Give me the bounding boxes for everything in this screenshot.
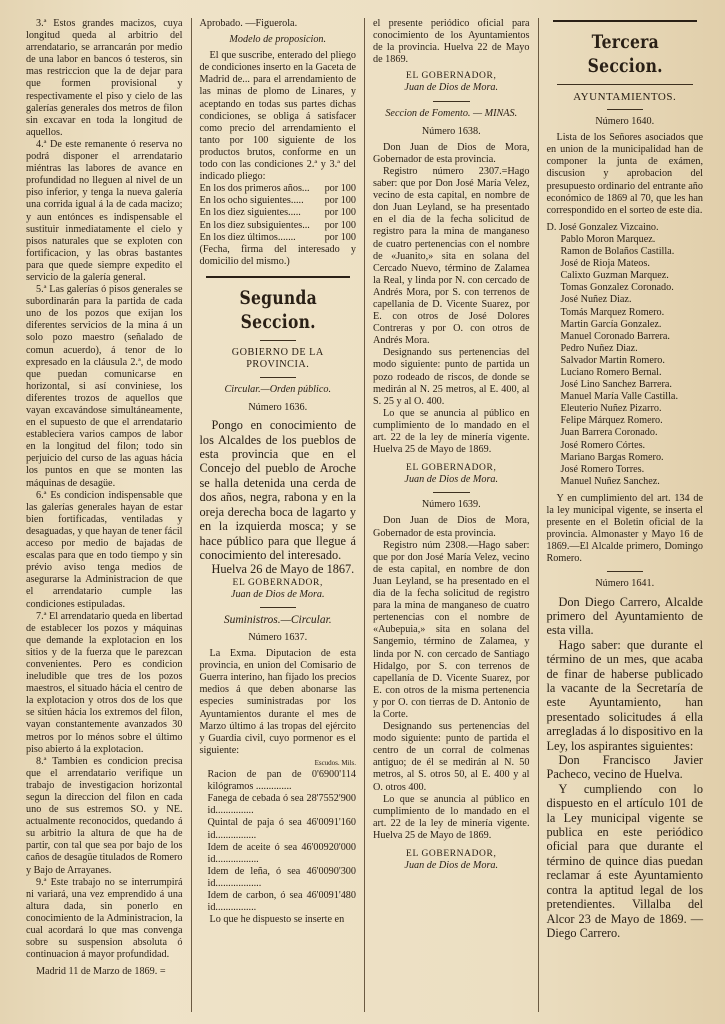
list-item: Manuel Coronado Barrera. [560,330,670,342]
list-item: Eleuterio Nuñez Pizarro. [560,403,662,415]
rate-row: En los diez siguientes..... por 100 [199,207,356,219]
registro-2307: Registro número 2307.=Hago saber: que por Don José María Velez, vecino de esta capital, en nombre de don Juan Leyland, se ha presentado en el dia de la fecha solicitud de registro para la mina de manganeso de cuatro pertenencias con el nombre de «Juanito,» sita en solana del Cercado Nuevo, término de Zalamea la Real, y linda por N. con cercado de Andrés Mora, por S. con terrenos de capellania de D. Vicente Suarez, por E. con otros de José Dolores Contreras y por O. con otros de Andrés Mora. [373,165,530,347]
governor-title: EL GOBERNADOR, [406,463,497,474]
list-item: Ramon de Bolaños Castilla. [560,246,675,258]
proposal-closing: (Fecha, firma del interesado y domicilio del mismo.) [199,243,356,267]
ayuntamientos-heading: AYUNTAMIENTOS. [573,91,677,103]
column-3 [364,18,538,1012]
clause-6: 6.ª Es condicion indispensable que las galerías generales hayan de estar bien fortificadas, ventiladas y desaguadas, y que hayan de tener fácil acceso por medio de bajadas de escalas para que en todo tiempo y sin prévio aviso tenga medios de asegurarse la Administracion de que el arrendatario cumple las condiciones estipuladas. [26,489,183,610]
circular-date: Huelva 26 de Mayo de 1867. [211,562,355,577]
list-item: Pablo Moron Marquez. [560,233,656,245]
list-item: Calixto Guzman Marquez. [560,270,669,282]
column-2 [191,18,365,1012]
governor-name: Juan de Dios de Mora. [404,82,499,94]
list-closing: Y en cumplimiento del art. 134 de la ley municipal vigente, se inserta el presente en el Boletin oficial de la provincia. Almonaster y Mayo 16 de 1869.—El Alcalde primero, Domingo Romero. [546,492,703,565]
list-intro: Lista de los Señores asociados que en union de la municipalidad han de componer la junta de exámen, discusion y aprobacion del presupuesto ordinario del entrante año económico de 1869 al 70, que les han correspondido en el sorteo de este dia. [546,132,703,216]
model-title: Modelo de proposicion. [229,34,327,46]
rate-row: En los diez últimos....... por 100 [199,231,356,243]
notice-number-1637: Número 1637. [248,632,308,643]
approved-line: Aprobado. —Figuerola. [199,18,298,29]
price-row: Idem de carbon, ó sea 46'009 id................ 1'480 [207,889,356,914]
associates-list [547,222,704,488]
anuncio-2308: Lo que se anuncia al público en cumplimiento de lo mandado en el art. 22 de la ley de minería vigente. Huelva 25 de Mayo de 1869. [373,793,530,841]
list-item: Martin García Gonzalez. [560,318,662,330]
clause-4: 4.ª De este remanente ó reserva no podrá disponer el arrendatario miéntras las labores de avance en profundidad no lleguen al nivel de un piso inferior, y tenga la nueva galería una corrida igual á la de cada macizo; y aun entónces es indispensable el sustituir inmediatamente el cielo y pisos naturales que se exploten con fortificacion, y las obras bastantes para que quede siempre expedito el servicio de la galería general. [26,138,183,283]
list-item: D. José Gonzalez Vizcaino. [546,221,659,233]
suministros-end: Lo que he dispuesto se inserte en [209,914,345,926]
list-item: Manuel Nuñez Sanchez. [560,475,660,487]
section-divider [206,276,351,278]
list-item: Luciano Romero Bernal. [560,366,662,378]
carrero-body-3: Y cumpliendo con lo dispuesto en el artículo 101 de la Ley municipal vigente se publica en este periódico oficial para que durante el término de quince dias puedan reclamar á este Ayuntamiento contra la aptitud legal de los pretendientes. Villalba del Alcor 23 de Mayo de 1869. —Diego Carrero. [546,781,703,940]
notice-number-1640: Número 1640. [595,116,655,128]
price-row: Racion de pan de 0'690 kilógramos .............. 0'114 [207,769,356,793]
continuation-text: el presente periódico oficial para conocimiento de los Ayuntamientos de la provincia. Huelva 22 de Mayo de 1869. [373,18,530,66]
governor-title: EL GOBERNADOR, [232,577,323,588]
list-item: Pedro Nuñez Diaz. [560,342,638,354]
column-4 [538,18,712,1012]
list-item: José Nuñez Diaz. [560,294,632,306]
governor-title: EL GOBERNADOR, [406,71,497,82]
anuncio-2307: Lo que se anuncia al público en cumplimiento de lo mandado en el art. 22 de la ley de minería vigente. Huelva 25 de Mayo de 1869. [373,407,530,456]
column-1 [22,18,191,1012]
suministros-title: Suministros.—Circular. [223,613,332,626]
intro-1638: Don Juan de Dios de Mora, Gobernador de esta provincia. [373,141,530,165]
notice-number-1641: Número 1641. [595,578,655,590]
circular-body: Pongo en conocimiento de los Alcaldes de los pueblos de esta provincia que en el Concejo del pueblo de Aroche se halla detenida una cerda de dos años, negra, rabona y en la oreja derecha boca de lagarto y en la izquierda mosca; y se hace público para que llegue á conocimiento del interesado. Huelva 26 de Mayo de 1867. [199,418,356,577]
list-item: José Romero Torres. [560,463,645,475]
ornament-rule [260,340,297,341]
designacion-2308: Designando sus pertenencias del modo siguiente: punto de partida el centro de un corral de colmenas antiguo; de él se medirán al N. 50 metros, al S. otros 50, al E. 400 y al O. otros 400. [373,721,530,793]
divider [260,607,297,608]
fomento-title: Seccion de Fomento. — MINAS. [385,107,518,119]
clause-9: 9.ª Este trabajo no se interrumpirá ni variará, una vez emprendido á una altura dada, sin ponerlo en conocimiento de la Administracion, la cual acordará lo que mas convenga sobre su suspension absoluta ó continuacion á mayor profundidad. [26,876,183,961]
list-item: Tomás Marquez Romero. [560,306,665,318]
rate-row: En los ocho siguientes..... por 100 [199,195,356,207]
notice-number-1639: Número 1639. [421,499,481,511]
divider [260,377,297,378]
list-item: Salvador Martin Romero. [560,354,665,366]
notice-number-1638: Número 1638. [421,125,481,137]
divider [607,109,644,110]
price-row: Idem de leña, ó sea 46'009 id.................. 0'300 [207,865,356,889]
list-item: Manuel María Valle Castilla. [560,391,679,403]
section-title-tercera: Tercera Seccion. [587,31,663,77]
clause-3: 3.ª Estos grandes macizos, cuya longitud queda al arbitrio del arrendatario, se arrancarán por medio de una labor en bancos ó testeros, sin mas restriccion que la de dejar para que formen provisional y respectivamente el piso y cielo de las galerías generales dos metros de filon sin excavar en toda la longitud de aquellos. [26,18,183,138]
list-item: José Lino Sanchez Barrera. [560,379,672,391]
clause-7: 7.ª El arrendatario queda en libertad de establecer los pozos y máquinas que demande la explotacion en los sitios y de la fuerza que le parezcan convenientes. Pero es condicion ineludible que tres de los pozos maestros, el situado hácia el centro de la explotacion y otros dos de los que se sitúen hácia los extremos del filon, vayan constantemente avanzados 30 metros por lo ménos sobre el último piso abierto á la explotacion. [26,610,183,755]
divider [433,101,470,102]
list-item: Felipe Márquez Romero. [560,415,663,427]
clause-5: 5.ª Las galerías ó pisos generales se subordinarán para la partida de cada uno de los pozos que exijan los diferentes servicios de la mina á un solo pozo maestro (señalado de comun acuerdo), á tenor de lo expresado en la cláusula 2.ª, de modo que puedan comunicarse en horizontal, si así conviniese, los diferentes trozos de aquellos que vayan excavándose simultáneamente, en el supuesto de que el arrendatario estableciera varios campos de labor en la longitud del filon; todo sin perjuicio del curso de las aguas hácia los puntos en que se monten las máquinas de desagüe. [26,284,183,489]
list-item: José Romero Córtes. [560,439,646,451]
prices-table [200,769,357,914]
clause-8: 8.ª Tambien es condicion precisa que el arrendatario verifique un trabajo de investigacion horizontal segun la direccion del filon en cada uno de sus estremos SO. y NE. actualmente reconocidos, quedando á su arbitrio la altura de que ha de partir, con tal que sea por bajo de los caños de desagüe titulados de Romero y Bajo de Arrayanes. [26,755,183,876]
divider [433,492,470,493]
notice-number-1636: Número 1636. [248,402,308,414]
carrero-notice [547,595,704,941]
list-item: José de Rioja Mateos. [560,258,650,270]
section-title-segunda: Segunda Seccion. [239,286,317,333]
column-1-date: Madrid 11 de Marzo de 1869. = [36,966,166,978]
circular-title: Circular.—Orden público. [224,384,331,396]
list-item: Mariano Bargas Romero. [560,451,664,463]
rate-row: En los dos primeros años... por 100 [199,183,356,195]
gov-heading: GOBIERNO DE LA PROVINCIA. [231,346,324,370]
list-item: Tomas Gonzalez Coronado. [560,282,674,294]
price-row: Quintal de paja ó sea 46'009 id................ 1'160 [207,817,356,841]
governor-title: EL GOBERNADOR, [406,849,497,859]
suministros-body: La Exma. Diputacion de esta provincia, en union del Comisario de Guerra interino, han fijado los precios medios á que deben abonarse las especies suministradas por los Ayuntamientos durante el mes de Marzo último á las tropas del ejército y Guardia civil, cuyo pormenor es el siguiente: [199,648,356,756]
section-divider [553,20,698,22]
carrero-body-2: Don Francisco Javier Pacheco, vecino de Huelva. [546,753,703,782]
price-row: Idem de aceite ó sea 46'009 id................. 20'000 [207,841,356,865]
ornament-rule [557,84,694,85]
list-item: Juan Barrera Coronado. [560,427,658,439]
registro-2308: Registro núm 2308.—Hago saber: que por don José María Velez, vecino de esta capital, en nombre de don Juan Leyland, se ha presentado en el dia de la fecha solicitud de registro para la mina de manganeso de cuatro pertenencias con el nombre de «Aubepuia,» sita en solana del Sangemio, término de Zalamea, y linda por N. con cercado de Santiago Hidalgo, por S. con terrenos de capellanía de D. Vicente Suarez, por E. con otros de la misma pertenencia y por O. con tierras de D. Antonio de la Corte. [373,539,530,720]
price-row: Fanega de cebada ó sea 28'755 id............... 2'900 [207,793,356,817]
rates-table [200,183,357,243]
governor-name: Juan de Dios de Mora. [404,860,499,872]
proposal-text: El que suscribe, enterado del pliego de condiciones inserto en la Gaceta de Madrid de... para el arrendamiento de las minas de plomo de Linares, y aceptando en todas sus partes dichas condiciones, se obliga á satisfacer como precio del arrendamiento el tanto por 100 siguiente de los productos brutos, conforme en un todo con las condiciones 2.ª y 3.ª del indicado pliego: [199,50,356,183]
intro-1639: Don Juan de Dios de Mora, Gobernador de esta provincia. [373,515,530,539]
carrero-intro: Don Diego Carrero, Alcalde primero del Ayuntamiento de esta villa. [546,594,703,638]
carrero-body-1: Hago saber: que durante el término de un mes, que acaba de finar de haberse publicado la vacante de la Secretaría de este Ayuntamiento, han presentado solicitudes á ella arregladas á lo dispositivo en la Ley, los aspirantes siguientes: [546,637,703,753]
divider [607,571,644,572]
rate-row: En los diez subsiguientes... por 100 [199,219,356,231]
governor-name: Juan de Dios de Mora. [404,474,499,486]
governor-name: Juan de Dios de Mora. [230,588,325,600]
designacion-2307: Designando sus pertenencias del modo siguiente: punto de partida un pozo rodeado de riscos, de donde se medirán al N. 25 metros, al E. 400, al S. 25 y al O. 400. [373,347,530,407]
units-header: Escudos. Mils. [314,758,356,767]
